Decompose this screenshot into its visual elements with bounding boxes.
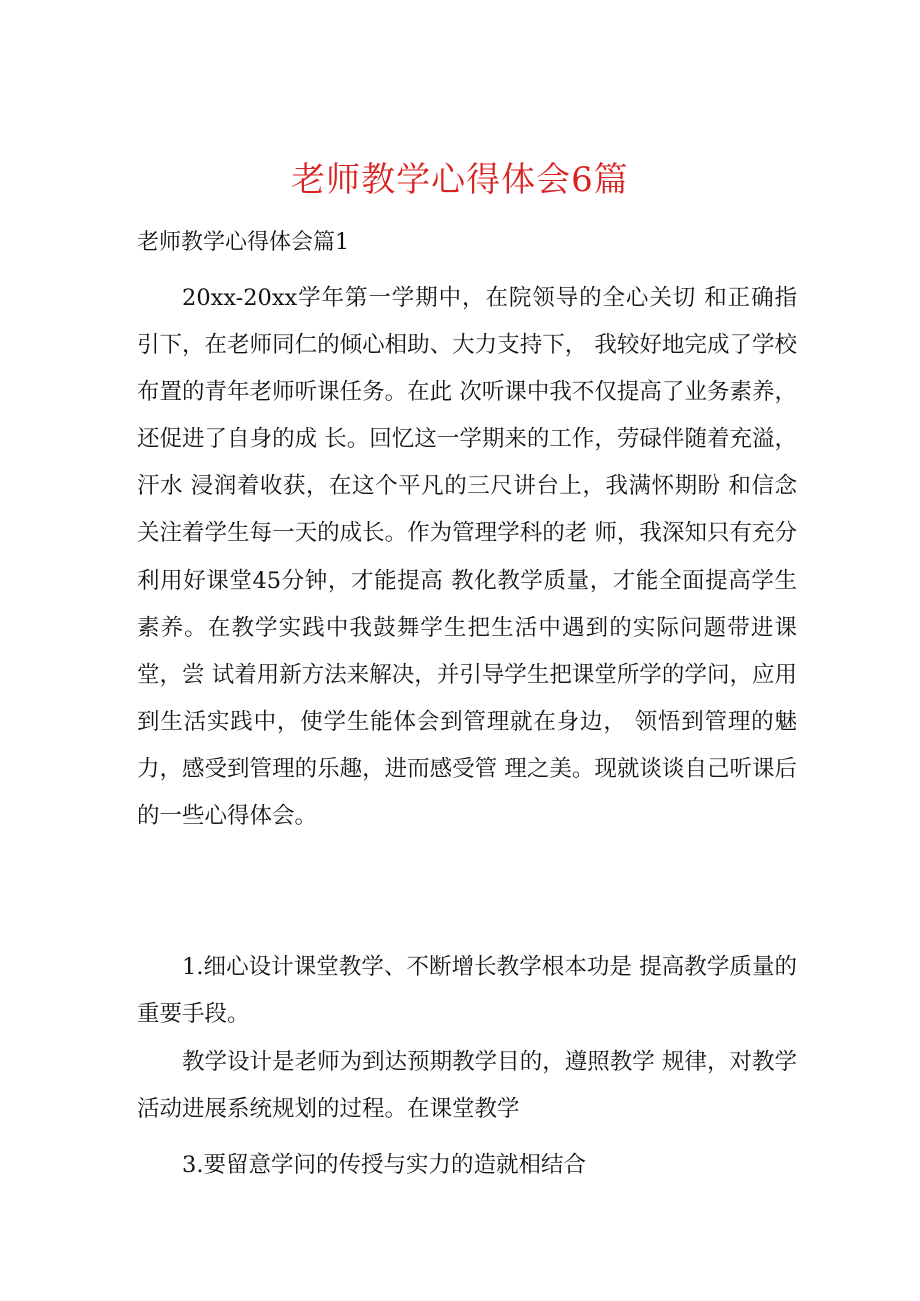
body-paragraph-point-1: 1.细心设计课堂教学、不断增长教学根本功是 提高教学质量的重要手段。: [137, 954, 797, 1028]
body-paragraph-point-3: 3.要留意学问的传授与实力的造就相结合: [182, 1152, 586, 1178]
body-paragraph-intro: 20xx-20xx学年第一学期中，在院领导的全心关切 和正确指引下，在老师同仁的倾心相助、大力支持下， 我较好地完成了学校布置的青年老师听课任务。在此 次听课中我不仅提高了业务素养，还促进了自身的成 长。回忆这一学期来的工作，劳碌伴随着充溢，汗水 浸润着收获，在这个平凡的三尺讲台上，我满怀期盼 和信念关注着学生每一天的成长。作为管理学科的老 师，我深知只有充分利用好课堂45分钟，才能提高 教化教学质量，才能全面提高学生素养。在教学实践中我鼓舞学生把生活中遇到的实际问题带进课堂，尝 试着用新方法来解决，并引导学生把课堂所学的学问，应用到生活实践中，使学生能体会到管理就在身边， 领悟到管理的魅力，感受到管理的乐趣，进而感受管 理之美。现就谈谈自己听课后的一些心得体会。: [137, 285, 797, 830]
section-heading: 老师教学心得体会篇1: [137, 230, 349, 255]
body-paragraph-teaching-design: 教学设计是老师为到达预期教学目的，遵照教学 规律，对教学活动进展系统规划的过程。在课堂教学: [137, 1049, 797, 1123]
document-title: 老师教学心得体会6篇: [291, 160, 629, 200]
